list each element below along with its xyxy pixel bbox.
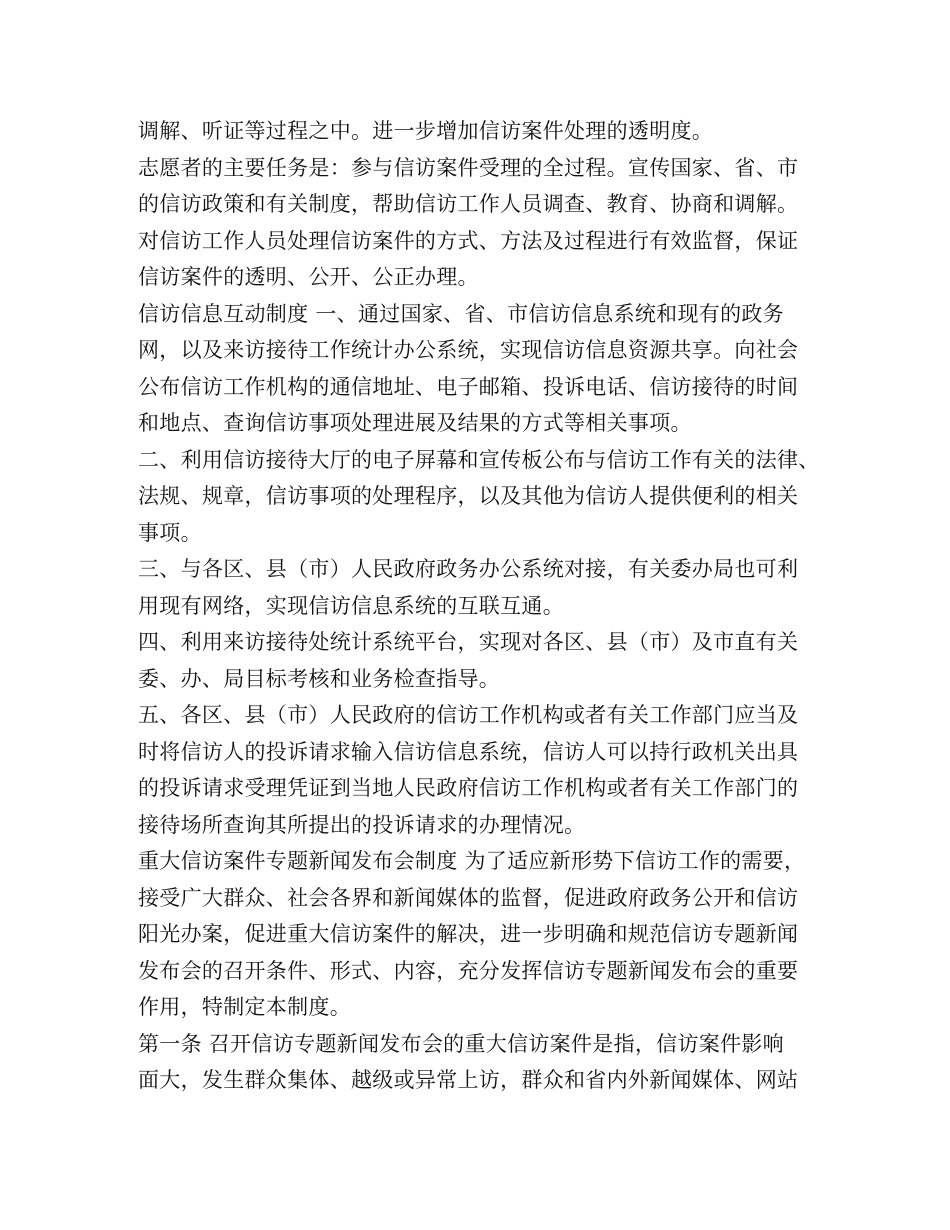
text-line: 的信访政策和有关制度，帮助信访工作人员调查、教育、协商和调解。 — [138, 192, 799, 216]
text-line: 四、利用来访接待处统计系统平台，实现对各区、县（市）及市直有关 — [138, 630, 799, 654]
text-line: 网，以及来访接待工作统计办公系统，实现信访信息资源共享。向社会 — [138, 338, 799, 362]
text-line: 时将信访人的投诉请求输入信访信息系统，信访人可以持行政机关出具 — [138, 739, 799, 764]
text-line: 和地点、查询信访事项处理进展及结果的方式等相关事项。 — [138, 411, 692, 435]
text-line: 调解、听证等过程之中。进一步增加信访案件处理的透明度。 — [138, 119, 714, 143]
text-line: 发布会的召开条件、形式、内容，充分发挥信访专题新闻发布会的重要 — [138, 958, 799, 983]
text-line: 阳光办案，促进重大信访案件的解决，进一步明确和规范信访专题新闻 — [138, 922, 799, 946]
text-line: 作用，特制定本制度。 — [138, 995, 351, 1019]
document-body — [138, 113, 828, 1099]
text-line: 面大，发生群众集体、越级或异常上访，群众和省内外新闻媒体、网站 — [138, 1068, 799, 1092]
text-line: 对信访工作人员处理信访案件的方式、方法及过程进行有效监督，保证 — [138, 228, 799, 253]
text-line: 委、办、局目标考核和业务检查指导。 — [138, 666, 501, 691]
text-line: 接待场所查询其所提出的投诉请求的办理情况。 — [138, 812, 586, 837]
text-line: 五、各区、县（市）人民政府的信访工作机构或者有关工作部门应当及 — [138, 703, 799, 727]
text-line: 三、与各区、县（市）人民政府政务办公系统对接，有关委办局也可利 — [138, 557, 799, 581]
text-line: 用现有网络，实现信访信息系统的互联互通。 — [138, 593, 564, 618]
text-line: 第一条 召开信访专题新闻发布会的重大信访案件是指，信访案件影响 — [138, 1031, 784, 1056]
text-line: 二、利用信访接待大厅的电子屏幕和宣传板公布与信访工作有关的法律、 — [138, 447, 820, 472]
text-line: 事项。 — [138, 520, 202, 545]
text-line: 的投诉请求受理凭证到当地人民政府信访工作机构或者有关工作部门的 — [138, 776, 799, 800]
text-line: 信访案件的透明、公开、公正办理。 — [138, 265, 479, 289]
text-line: 志愿者的主要任务是：参与信访案件受理的全过程。宣传国家、省、市 — [138, 155, 799, 180]
text-line: 公布信访工作机构的通信地址、电子邮箱、投诉电话、信访接待的时间 — [138, 374, 799, 399]
text-line: 法规、规章，信访事项的处理程序，以及其他为信访人提供便利的相关 — [138, 484, 799, 508]
text-line: 信访信息互动制度 一、通过国家、省、市信访信息系统和现有的政务 — [138, 301, 784, 326]
text-line: 接受广大群众、社会各界和新闻媒体的监督，促进政府政务公开和信访 — [138, 885, 799, 910]
text-line: 重大信访案件专题新闻发布会制度 为了适应新形势下信访工作的需要， — [138, 849, 806, 873]
